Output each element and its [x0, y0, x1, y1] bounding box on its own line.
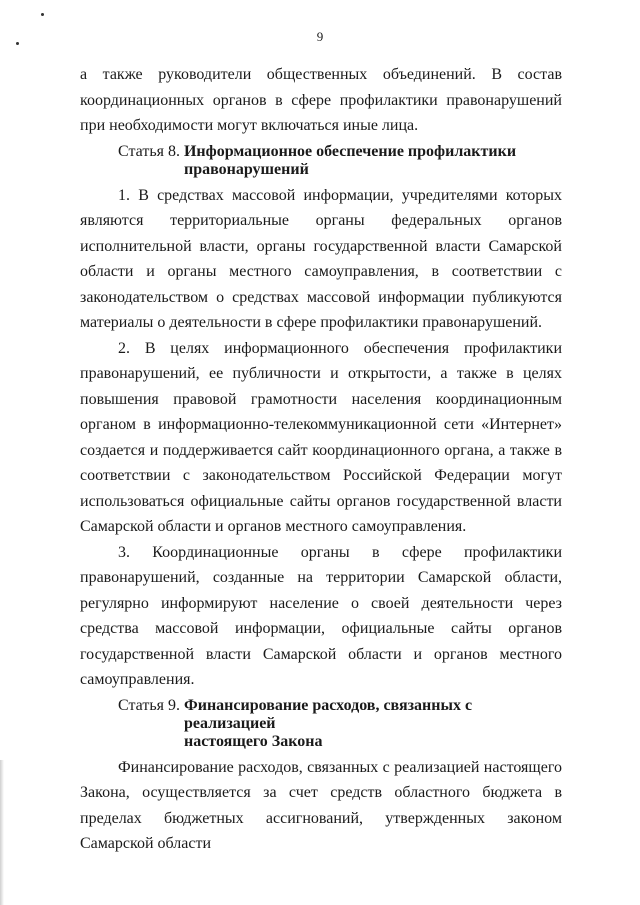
article-8-title-line2: правонарушений: [183, 160, 309, 178]
scan-edge-shadow: [0, 760, 4, 905]
article-8-paragraph-2: 2. В целях информационного обеспечения профилактики правонарушений, ее публичности и открытости, а также в целях повышения правовой грамотности населения координационным органом в информационно-телекоммуникационной сети «Интернет» создается и поддерживается сайт координационного органа, а также в соответствии с законодательством Российской Федерации могут использоваться официальные сайты органов государственной власти Самарской области и органов местного самоуправления.: [80, 339, 562, 535]
article-8-number: Статья 8.: [118, 142, 184, 160]
article-9-paragraph-1: Финансирование расходов, связанных с реализацией настоящего Закона, осуществляется за счет средств областного бюджета в пределах бюджетных ассигнований, утвержденных законом Самарской области: [80, 758, 562, 852]
article-9-title-line2: настоящего Закона: [183, 732, 323, 750]
article-8-paragraph-1: 1. В средствах массовой информации, учредителями которых являются территориальные органы федеральных органов исполнительной власти, органы государственной власти Самарской области и органы местного самоуправления, в соответствии с законодательством о средствах массовой информации публикуются материалы о деятельности в сфере профилактики правонарушений.: [80, 186, 562, 331]
scan-artifact-dot: [41, 13, 44, 16]
paragraph-continuation: а также руководители общественных объединений. В состав координационных органов в сфере профилактики правонарушений при необходимости могут включаться иные лица.: [80, 66, 562, 134]
article-8-paragraph-3: 3. Координационные органы в сфере профилактики правонарушений, созданные на территории Самарской области, регулярно информируют население о своей деятельности через средства массовой информации, официальные сайты органов государственной власти Самарской области и органов местного самоуправления.: [80, 543, 562, 688]
article-8-title-line1: Информационное обеспечение профилактики: [183, 142, 517, 160]
article-8-title: [184, 143, 562, 179]
page-number: 9: [316, 29, 324, 44]
article-9-title: [184, 697, 562, 751]
article-8-heading: [118, 143, 562, 179]
article-9-title-line1: Финансирование расходов, связанных с реализацией: [183, 696, 473, 732]
document-body: [80, 62, 562, 857]
article-9-heading: [118, 697, 562, 751]
article-9-number: Статья 9.: [118, 696, 184, 714]
